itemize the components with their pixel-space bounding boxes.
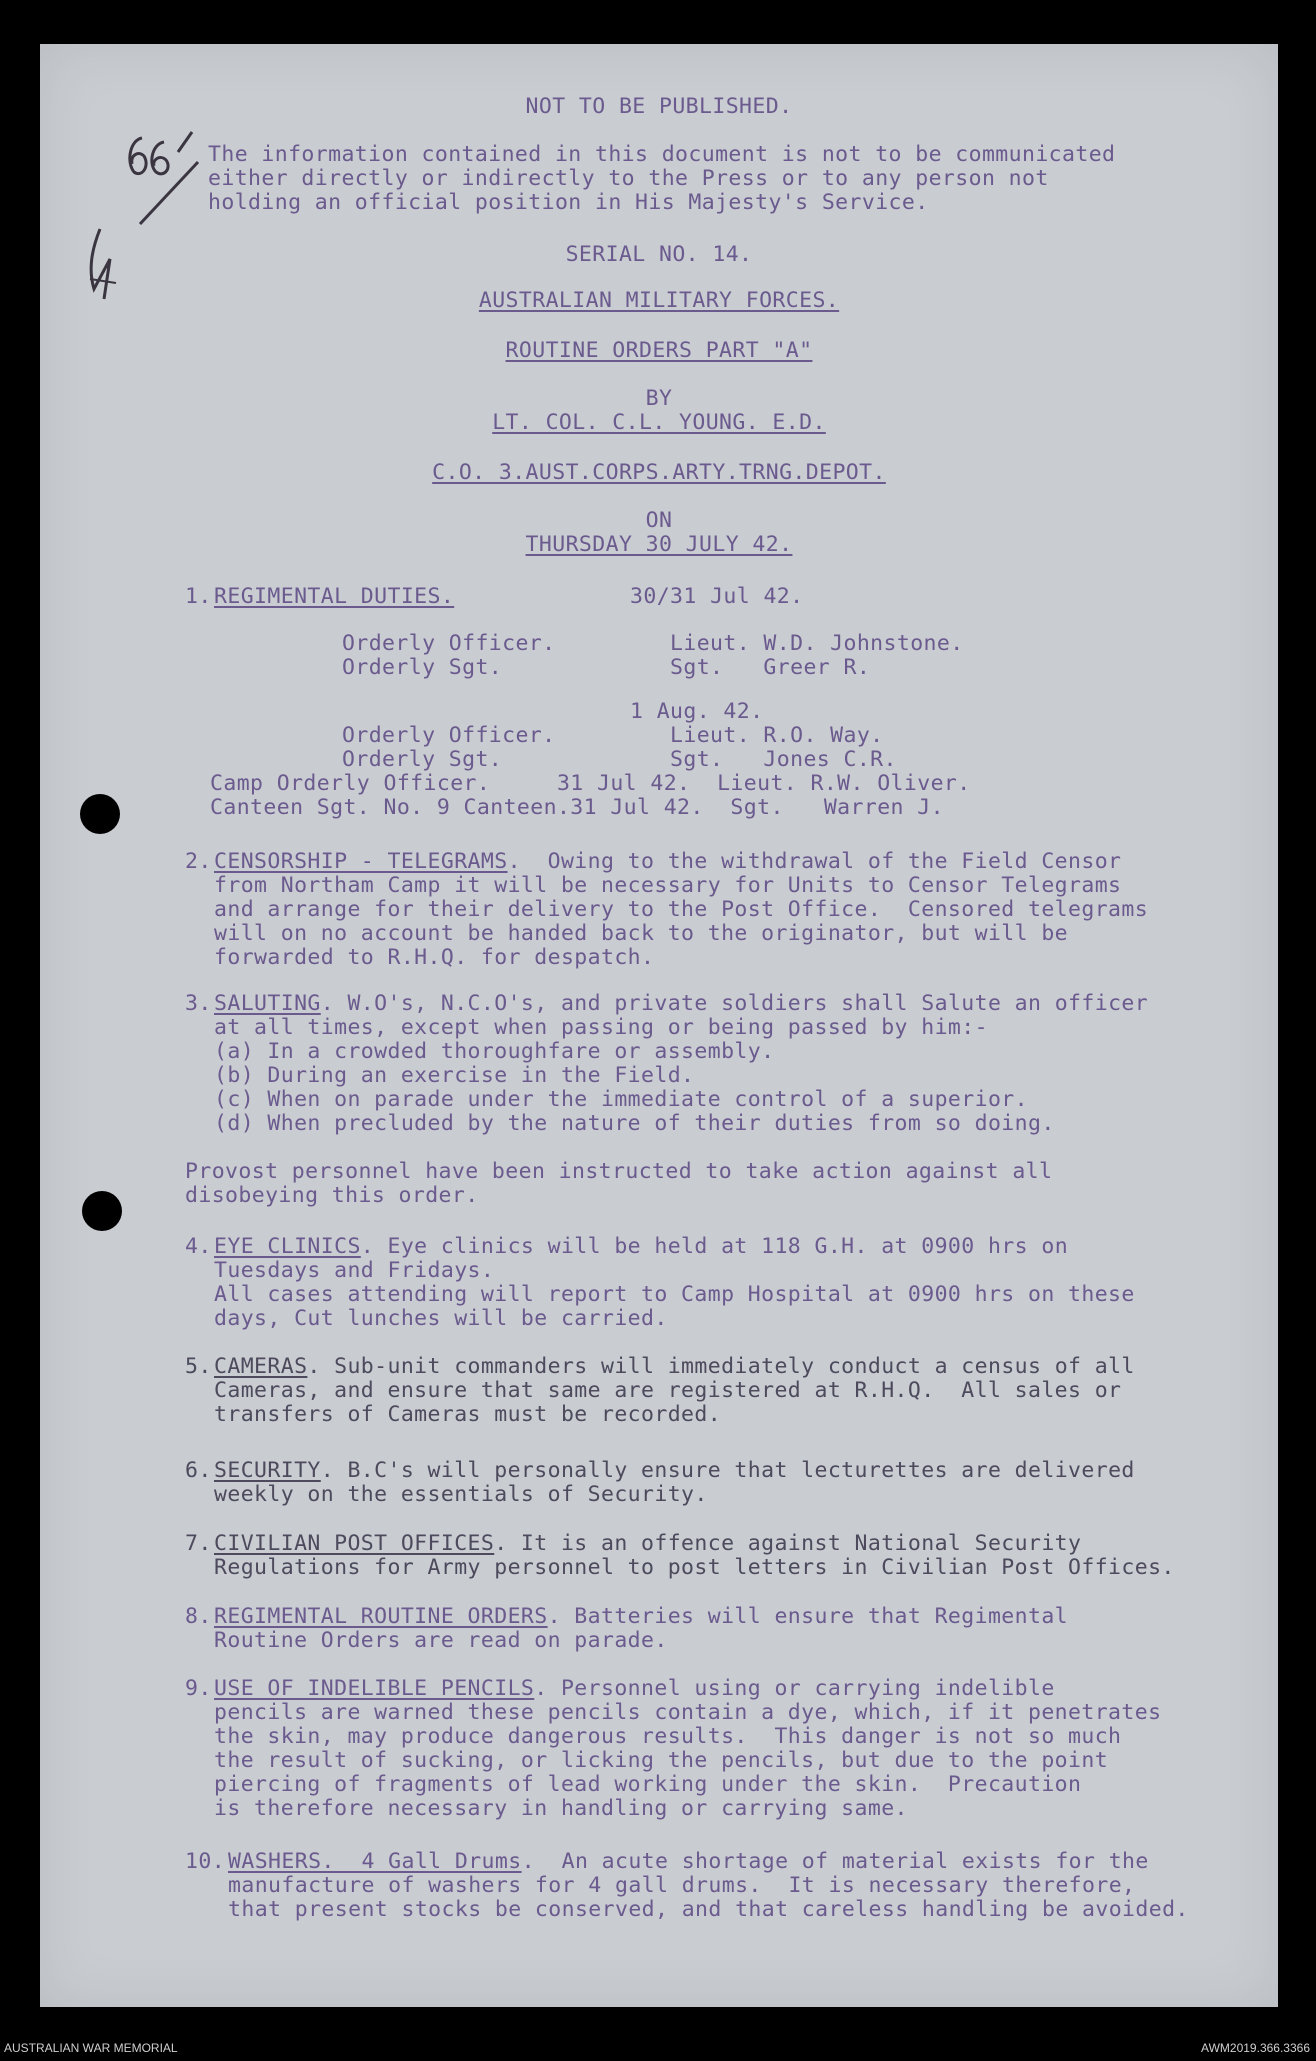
item-line: the result of sucking, or licking the pencils, but due to the point [214,1748,1109,1773]
orders-date: THURSDAY 30 JULY 42. [525,532,793,557]
duty-person: Sgt. Greer R. [670,655,871,680]
item-text [214,1354,1135,1379]
duty-person: Lieut. R.O. Way. [670,723,884,748]
item-heading: USE OF INDELIBLE PENCILS [214,1676,535,1701]
item-first-line: . Eye clinics will be held at 118 G.H. at 0900 hrs on [360,1234,1069,1259]
punch-hole-lower [82,1191,122,1231]
item-line: Routine Orders are read on parade. [214,1628,668,1653]
item-heading: CENSORSHIP - TELEGRAMS [214,849,508,874]
punch-hole-upper [80,794,120,834]
item-number: 6. [185,1458,212,1483]
by-label: BY [645,386,673,411]
item-line: days, Cut lunches will be carried. [214,1306,668,1331]
duty-date: 30/31 Jul 42. [630,584,804,609]
footer-reference: AWM2019.366.3366 [1201,2041,1310,2055]
item-line: Provost personnel have been instructed to take action against all [185,1159,1053,1184]
item-number: 7. [185,1531,212,1556]
item-line: manufacture of washers for 4 gall drums. It is necessary therefore, [228,1873,1136,1898]
duty-role: Orderly Sgt. [342,655,503,680]
item-heading: WASHERS. 4 Gall Drums [228,1849,522,1874]
item-heading: CIVILIAN POST OFFICES [214,1531,495,1556]
item-first-line: . It is an offence against National Security [494,1531,1082,1556]
duty-person: Lieut. W.D. Johnstone. [670,631,964,656]
item-line: Tuesdays and Fridays. [214,1258,495,1283]
handwritten-folio-mark [80,112,200,232]
item-line: Cameras, and ensure that same are registered at R.H.Q. All sales or [214,1378,1122,1403]
duty-role: Orderly Officer. [342,631,556,656]
item-line: (b) During an exercise in the Field. [214,1063,695,1088]
item-line: that present stocks be conserved, and that careless handling be avoided. [228,1897,1189,1922]
item-number: 9. [185,1676,212,1701]
item-text [214,991,1148,1016]
item-number: 4. [185,1234,212,1259]
item-text [214,1234,1068,1259]
caveat-line: The information contained in this document is not to be communicated [208,142,1116,167]
item-line: is therefore necessary in handling or carrying same. [214,1796,908,1821]
caveat-title: NOT TO BE PUBLISHED. [525,94,793,119]
item-number: 8. [185,1604,212,1629]
item-number: 5. [185,1354,212,1379]
item-text [228,1849,1149,1874]
item-line: weekly on the essentials of Security. [214,1482,708,1507]
item-line: at all times, except when passing or being passed by him:- [214,1015,988,1040]
item-line: pencils are warned these pencils contain a dye, which, if it penetrates [214,1700,1162,1725]
duty-person: Sgt. Jones C.R. [670,747,897,772]
canteen-row: Canteen Sgt. No. 9 Canteen.31 Jul 42. Sgt. Warren J. [210,795,944,820]
item-number: 10. [185,1849,226,1874]
item-line: (d) When precluded by the nature of their duties from so doing. [214,1111,1055,1136]
item-first-line: . W.O's, N.C.O's, and private soldiers shall Salute an officer [320,991,1149,1016]
item-line: transfers of Cameras must be recorded. [214,1402,722,1427]
force-title: AUSTRALIAN MILITARY FORCES. [478,288,840,313]
item-heading: EYE CLINICS [214,1234,361,1259]
item-line: piercing of fragments of lead working under the skin. Precaution [214,1772,1082,1797]
orders-title: ROUTINE ORDERS PART "A" [505,338,813,363]
on-label: ON [645,508,673,533]
item-first-line: . Personnel using or carrying indelible [534,1676,1055,1701]
item-first-line: . Sub-unit commanders will immediately conduct a census of all [307,1354,1135,1379]
duty-date: 1 Aug. 42. [630,699,764,724]
caveat-line: either directly or indirectly to the Press or to any person not [208,166,1049,191]
item-line: (a) In a crowded thoroughfare or assembly. [214,1039,775,1064]
item-line: and arrange for their delivery to the Post Office. Censored telegrams [214,897,1149,922]
footer-institution: AUSTRALIAN WAR MEMORIAL [4,2041,178,2055]
item-text [214,1458,1135,1483]
item-line: (c) When on parade under the immediate control of a superior. [214,1087,1028,1112]
item-line: will on no account be handed back to the originator, but will be [214,921,1069,946]
item-heading: SALUTING [214,991,321,1016]
item-first-line: . An acute shortage of material exists for the [521,1849,1149,1874]
duty-role: Orderly Officer. [342,723,556,748]
item-number: 1. [185,584,212,609]
item-heading: CAMERAS [214,1354,308,1379]
serial-number: SERIAL NO. 14. [565,242,753,267]
item-text [214,1604,1068,1629]
unit-name: C.O. 3.AUST.CORPS.ARTY.TRNG.DEPOT. [432,460,886,485]
item-line: the skin, may produce dangerous results. This danger is not so much [214,1724,1122,1749]
caveat-line: holding an official position in His Majesty's Service. [208,190,929,215]
item-heading: REGIMENTAL DUTIES. [214,584,455,609]
camp-orderly-row: Camp Orderly Officer. 31 Jul 42. Lieut. R.W. Oliver. [210,771,971,796]
item-first-line: . Owing to the withdrawal of the Field Censor [507,849,1122,874]
item-text [214,1531,1081,1556]
item-heading: SECURITY [214,1458,321,1483]
item-line: disobeying this order. [185,1183,479,1208]
item-line: All cases attending will report to Camp Hospital at 0900 hrs on these [214,1282,1135,1307]
officer-name: LT. COL. C.L. YOUNG. E.D. [492,410,826,435]
item-text [214,849,1121,874]
item-text [214,1676,1055,1701]
item-number: 2. [185,849,212,874]
item-first-line: . Batteries will ensure that Regimental [547,1604,1069,1629]
item-line: forwarded to R.H.Q. for despatch. [214,945,655,970]
item-first-line: . B.C's will personally ensure that lecturettes are delivered [320,1458,1135,1483]
item-number: 3. [185,991,212,1016]
document-page [40,44,1278,2007]
item-line: from Northam Camp it will be necessary for Units to Censor Telegrams [214,873,1122,898]
duty-role: Orderly Sgt. [342,747,503,772]
item-heading: REGIMENTAL ROUTINE ORDERS [214,1604,548,1629]
item-line: Regulations for Army personnel to post letters in Civilian Post Offices. [214,1555,1175,1580]
